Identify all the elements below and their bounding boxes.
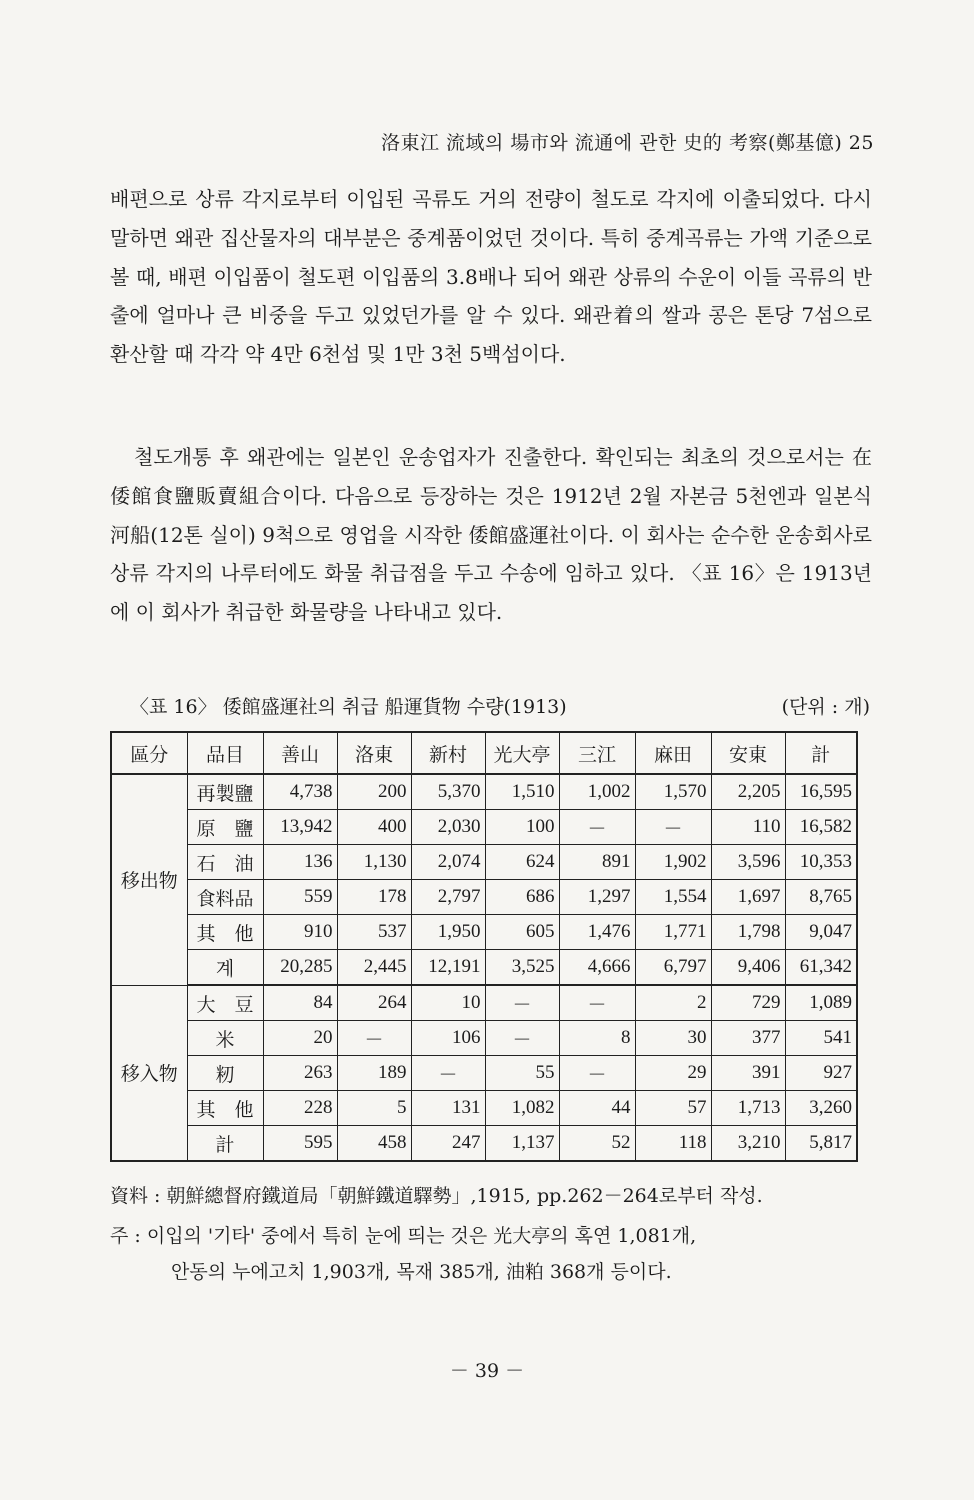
table-cell: － (559, 810, 635, 845)
table-cell: 8 (559, 1021, 635, 1056)
table-cell: 2,445 (337, 950, 411, 986)
table-cell: 131 (411, 1091, 485, 1126)
table-row (111, 950, 857, 986)
table-cell: 1,130 (337, 845, 411, 880)
column-header: 善山 (263, 732, 337, 774)
table-cell: 264 (337, 985, 411, 1021)
table-cell: 1,554 (635, 880, 711, 915)
table-cell: 4,738 (263, 774, 337, 810)
table-cell: 8,765 (785, 880, 857, 915)
table-cell: 559 (263, 880, 337, 915)
item-label: 계 (187, 950, 263, 986)
table-row (111, 1021, 857, 1056)
table-cell: － (485, 985, 559, 1021)
table-cell: 16,582 (785, 810, 857, 845)
table-cell: 5,370 (411, 774, 485, 810)
table-cell: 1,570 (635, 774, 711, 810)
table-cell: 3,525 (485, 950, 559, 986)
table-row (111, 985, 857, 1021)
table-cell: 1,771 (635, 915, 711, 950)
table-cell: 13,942 (263, 810, 337, 845)
table-cell: 29 (635, 1056, 711, 1091)
table-cell: 537 (337, 915, 411, 950)
table-cell: 1,798 (711, 915, 785, 950)
footnote-line-1: 주 : 이입의 '기타' 중에서 특히 눈에 띄는 것은 光大亭의 혹연 1,081개, (110, 1225, 697, 1247)
table-row (111, 774, 857, 810)
table-cell: 2 (635, 985, 711, 1021)
table-cell: 1,297 (559, 880, 635, 915)
table-cell: 1,089 (785, 985, 857, 1021)
table-cell: 200 (337, 774, 411, 810)
table-cell: 10,353 (785, 845, 857, 880)
table-cell: 12,191 (411, 950, 485, 986)
table-header-row (111, 732, 857, 774)
table-cell: 2,074 (411, 845, 485, 880)
table-cell: 377 (711, 1021, 785, 1056)
table-cell: 624 (485, 845, 559, 880)
column-header: 新村 (411, 732, 485, 774)
group-label: 移出物 (111, 774, 187, 985)
column-header: 品目 (187, 732, 263, 774)
table-cell: 1,950 (411, 915, 485, 950)
table-cell: 136 (263, 845, 337, 880)
column-header: 安東 (711, 732, 785, 774)
table-cell: 927 (785, 1056, 857, 1091)
table-unit: (단위 : 개) (781, 696, 870, 718)
table-row (111, 1126, 857, 1162)
column-header: 三江 (559, 732, 635, 774)
table-cell: 9,047 (785, 915, 857, 950)
table-cell: 891 (559, 845, 635, 880)
table-cell: 189 (337, 1056, 411, 1091)
table-cell: 9,406 (711, 950, 785, 986)
table-cell: 4,666 (559, 950, 635, 986)
table-row (111, 915, 857, 950)
table-row (111, 810, 857, 845)
table-cell: 110 (711, 810, 785, 845)
table-cell: 400 (337, 810, 411, 845)
table-row (111, 1091, 857, 1126)
running-header: 洛東江 流域의 場市와 流通에 관한 史的 考察(鄭基億) 25 (380, 132, 874, 154)
table-cell: 1,476 (559, 915, 635, 950)
column-header: 洛東 (337, 732, 411, 774)
table-cell: 605 (485, 915, 559, 950)
item-label: 大 豆 (187, 985, 263, 1021)
table-cell: 30 (635, 1021, 711, 1056)
table-row (111, 845, 857, 880)
table-cell: 55 (485, 1056, 559, 1091)
footnote-line-2: 안동의 누에고치 1,903개, 목재 385개, 油粕 368개 등이다. (171, 1261, 672, 1283)
page-number: － 39 － (449, 1360, 525, 1382)
table-cell: 5,817 (785, 1126, 857, 1162)
table-caption (130, 692, 870, 719)
item-label: 食料品 (187, 880, 263, 915)
item-label: 米 (187, 1021, 263, 1056)
table-cell: 6,797 (635, 950, 711, 986)
body-paragraph-1: 배편으로 상류 각지로부터 이입된 곡류도 거의 전량이 철도로 각지에 이출되었다. 다시 말하면 왜관 집산물자의 대부분은 중계품이었던 것이다. 특히 중계곡류는 가액 기준으로 볼 때, 배편 이입품이 철도편 이입품의 3.8배나 되어 왜관 상류의 수운이 이들 곡류의 반출에 얼마나 큰 비중을 두고 있었던가를 알 수 있다. 왜관着의 쌀과 콩은 톤당 7섬으로 환산할 때 각각 약 4만 6천섬 및 1만 3천 5백섬이다. (110, 187, 872, 367)
table-cell: 1,902 (635, 845, 711, 880)
table-cell: － (337, 1021, 411, 1056)
table-cell: 57 (635, 1091, 711, 1126)
table-cell: 247 (411, 1126, 485, 1162)
table-cell: 1,697 (711, 880, 785, 915)
cargo-table (110, 731, 858, 1162)
table-cell: 106 (411, 1021, 485, 1056)
table-cell: 3,596 (711, 845, 785, 880)
item-label: 再製鹽 (187, 774, 263, 810)
group-label: 移入物 (111, 985, 187, 1161)
source-note: 資料 : 朝鮮總督府鐵道局「朝鮮鐵道驛勢」,1915, pp.262－264로부터 작성. (110, 1185, 763, 1207)
table-cell: 541 (785, 1021, 857, 1056)
table-cell: 100 (485, 810, 559, 845)
table-cell: 16,595 (785, 774, 857, 810)
table-cell: 391 (711, 1056, 785, 1091)
table-cell: 118 (635, 1126, 711, 1162)
column-header: 光大亭 (485, 732, 559, 774)
table-title: 〈표 16〉 倭館盛運社의 취급 船運貨物 수량(1913) (130, 696, 567, 718)
item-label: 其 他 (187, 1091, 263, 1126)
table-cell: 1,510 (485, 774, 559, 810)
table-cell: 84 (263, 985, 337, 1021)
table-cell: 2,797 (411, 880, 485, 915)
item-label: 計 (187, 1126, 263, 1162)
table-cell: 1,713 (711, 1091, 785, 1126)
table-cell: 1,137 (485, 1126, 559, 1162)
item-label: 原 鹽 (187, 810, 263, 845)
table-cell: 595 (263, 1126, 337, 1162)
table-cell: － (559, 1056, 635, 1091)
table-cell: 1,082 (485, 1091, 559, 1126)
column-header: 區分 (111, 732, 187, 774)
table-cell: 52 (559, 1126, 635, 1162)
item-label: 石 油 (187, 845, 263, 880)
table-cell: 458 (337, 1126, 411, 1162)
table-cell: 2,030 (411, 810, 485, 845)
column-header: 計 (785, 732, 857, 774)
table-cell: 5 (337, 1091, 411, 1126)
table-row (111, 880, 857, 915)
table-row (111, 1056, 857, 1091)
table-cell: 729 (711, 985, 785, 1021)
table-cell: 3,260 (785, 1091, 857, 1126)
table-cell: 1,002 (559, 774, 635, 810)
table-cell: 910 (263, 915, 337, 950)
column-header: 麻田 (635, 732, 711, 774)
table-cell: 263 (263, 1056, 337, 1091)
table-cell: 228 (263, 1091, 337, 1126)
item-label: 其 他 (187, 915, 263, 950)
table-cell: 20 (263, 1021, 337, 1056)
table-cell: 10 (411, 985, 485, 1021)
table-cell: 3,210 (711, 1126, 785, 1162)
table-cell: 20,285 (263, 950, 337, 986)
table-cell: － (635, 810, 711, 845)
table-cell: 61,342 (785, 950, 857, 986)
table-cell: － (485, 1021, 559, 1056)
table-cell: 2,205 (711, 774, 785, 810)
table-cell: － (559, 985, 635, 1021)
table-cell: 178 (337, 880, 411, 915)
item-label: 籾 (187, 1056, 263, 1091)
table-cell: － (411, 1056, 485, 1091)
table-cell: 686 (485, 880, 559, 915)
body-paragraph-2: 철도개통 후 왜관에는 일본인 운송업자가 진출한다. 확인되는 최초의 것으로서는 在倭館食鹽販賣組合이다. 다음으로 등장하는 것은 1912년 2월 자본금 5천엔과 일본식 河船(12톤 실이) 9척으로 영업을 시작한 倭館盛運社이다. 이 회사는 순수한 운송회사로 상류 각지의 나루터에도 화물 취급점을 두고 수송에 임하고 있다. 〈표 16〉은 1913년에 이 회사가 취급한 화물량을 나타내고 있다. (110, 445, 872, 625)
table-cell: 44 (559, 1091, 635, 1126)
